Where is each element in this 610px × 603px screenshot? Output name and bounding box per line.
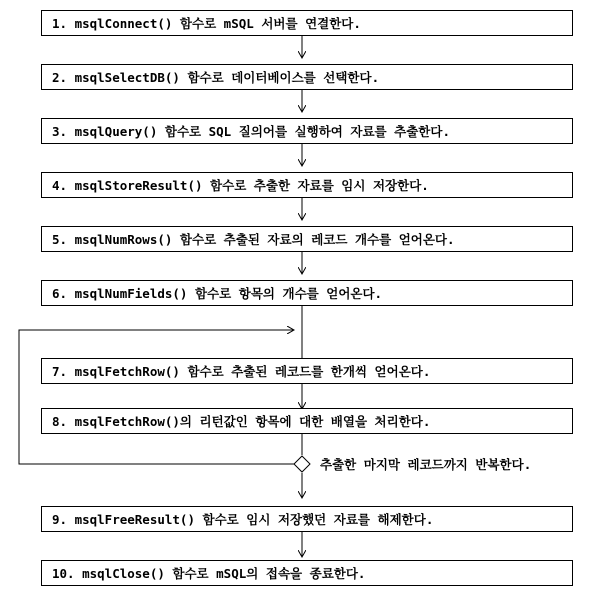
step-8-label: 8. msqlFetchRow()의 리턴값인 항목에 대한 배열을 처리한다. — [52, 414, 431, 429]
step-6-label: 6. msqlNumFields() 함수로 항목의 개수를 얻어온다. — [52, 286, 383, 301]
step-4-label: 4. msqlStoreResult() 함수로 추출한 자료를 임시 저장한다. — [52, 178, 429, 193]
step-4-box — [41, 172, 573, 198]
step-7-label: 7. msqlFetchRow() 함수로 추출된 레코드를 한개씩 얻어온다. — [52, 364, 431, 379]
step-5-label: 5. msqlNumRows() 함수로 추출된 자료의 레코드 개수를 얻어온다. — [52, 232, 455, 247]
step-3-label: 3. msqlQuery() 함수로 SQL 질의어를 실행하여 자료를 추출한다. — [52, 124, 450, 139]
loop-back-connector — [19, 330, 296, 464]
step-5-box — [41, 226, 573, 252]
loop-condition-label: 추출한 마지막 레코드까지 반복한다. — [320, 457, 532, 472]
step-2-box — [41, 64, 573, 90]
step-10-box — [41, 560, 573, 586]
step-1-box — [41, 10, 573, 36]
step-2-label: 2. msqlSelectDB() 함수로 데이터베이스를 선택한다. — [52, 70, 380, 85]
step-6-box — [41, 280, 573, 306]
step-1-label: 1. msqlConnect() 함수로 mSQL 서버를 연결한다. — [52, 16, 361, 31]
loop-decision-diamond — [294, 456, 310, 472]
step-8-box — [41, 408, 573, 434]
step-9-label: 9. msqlFreeResult() 함수로 임시 저장했던 자료를 해제한다. — [52, 512, 434, 527]
step-7-box — [41, 358, 573, 384]
step-3-box — [41, 118, 573, 144]
step-9-box — [41, 506, 573, 532]
step-10-label: 10. msqlClose() 함수로 mSQL의 접속을 종료한다. — [52, 566, 366, 581]
